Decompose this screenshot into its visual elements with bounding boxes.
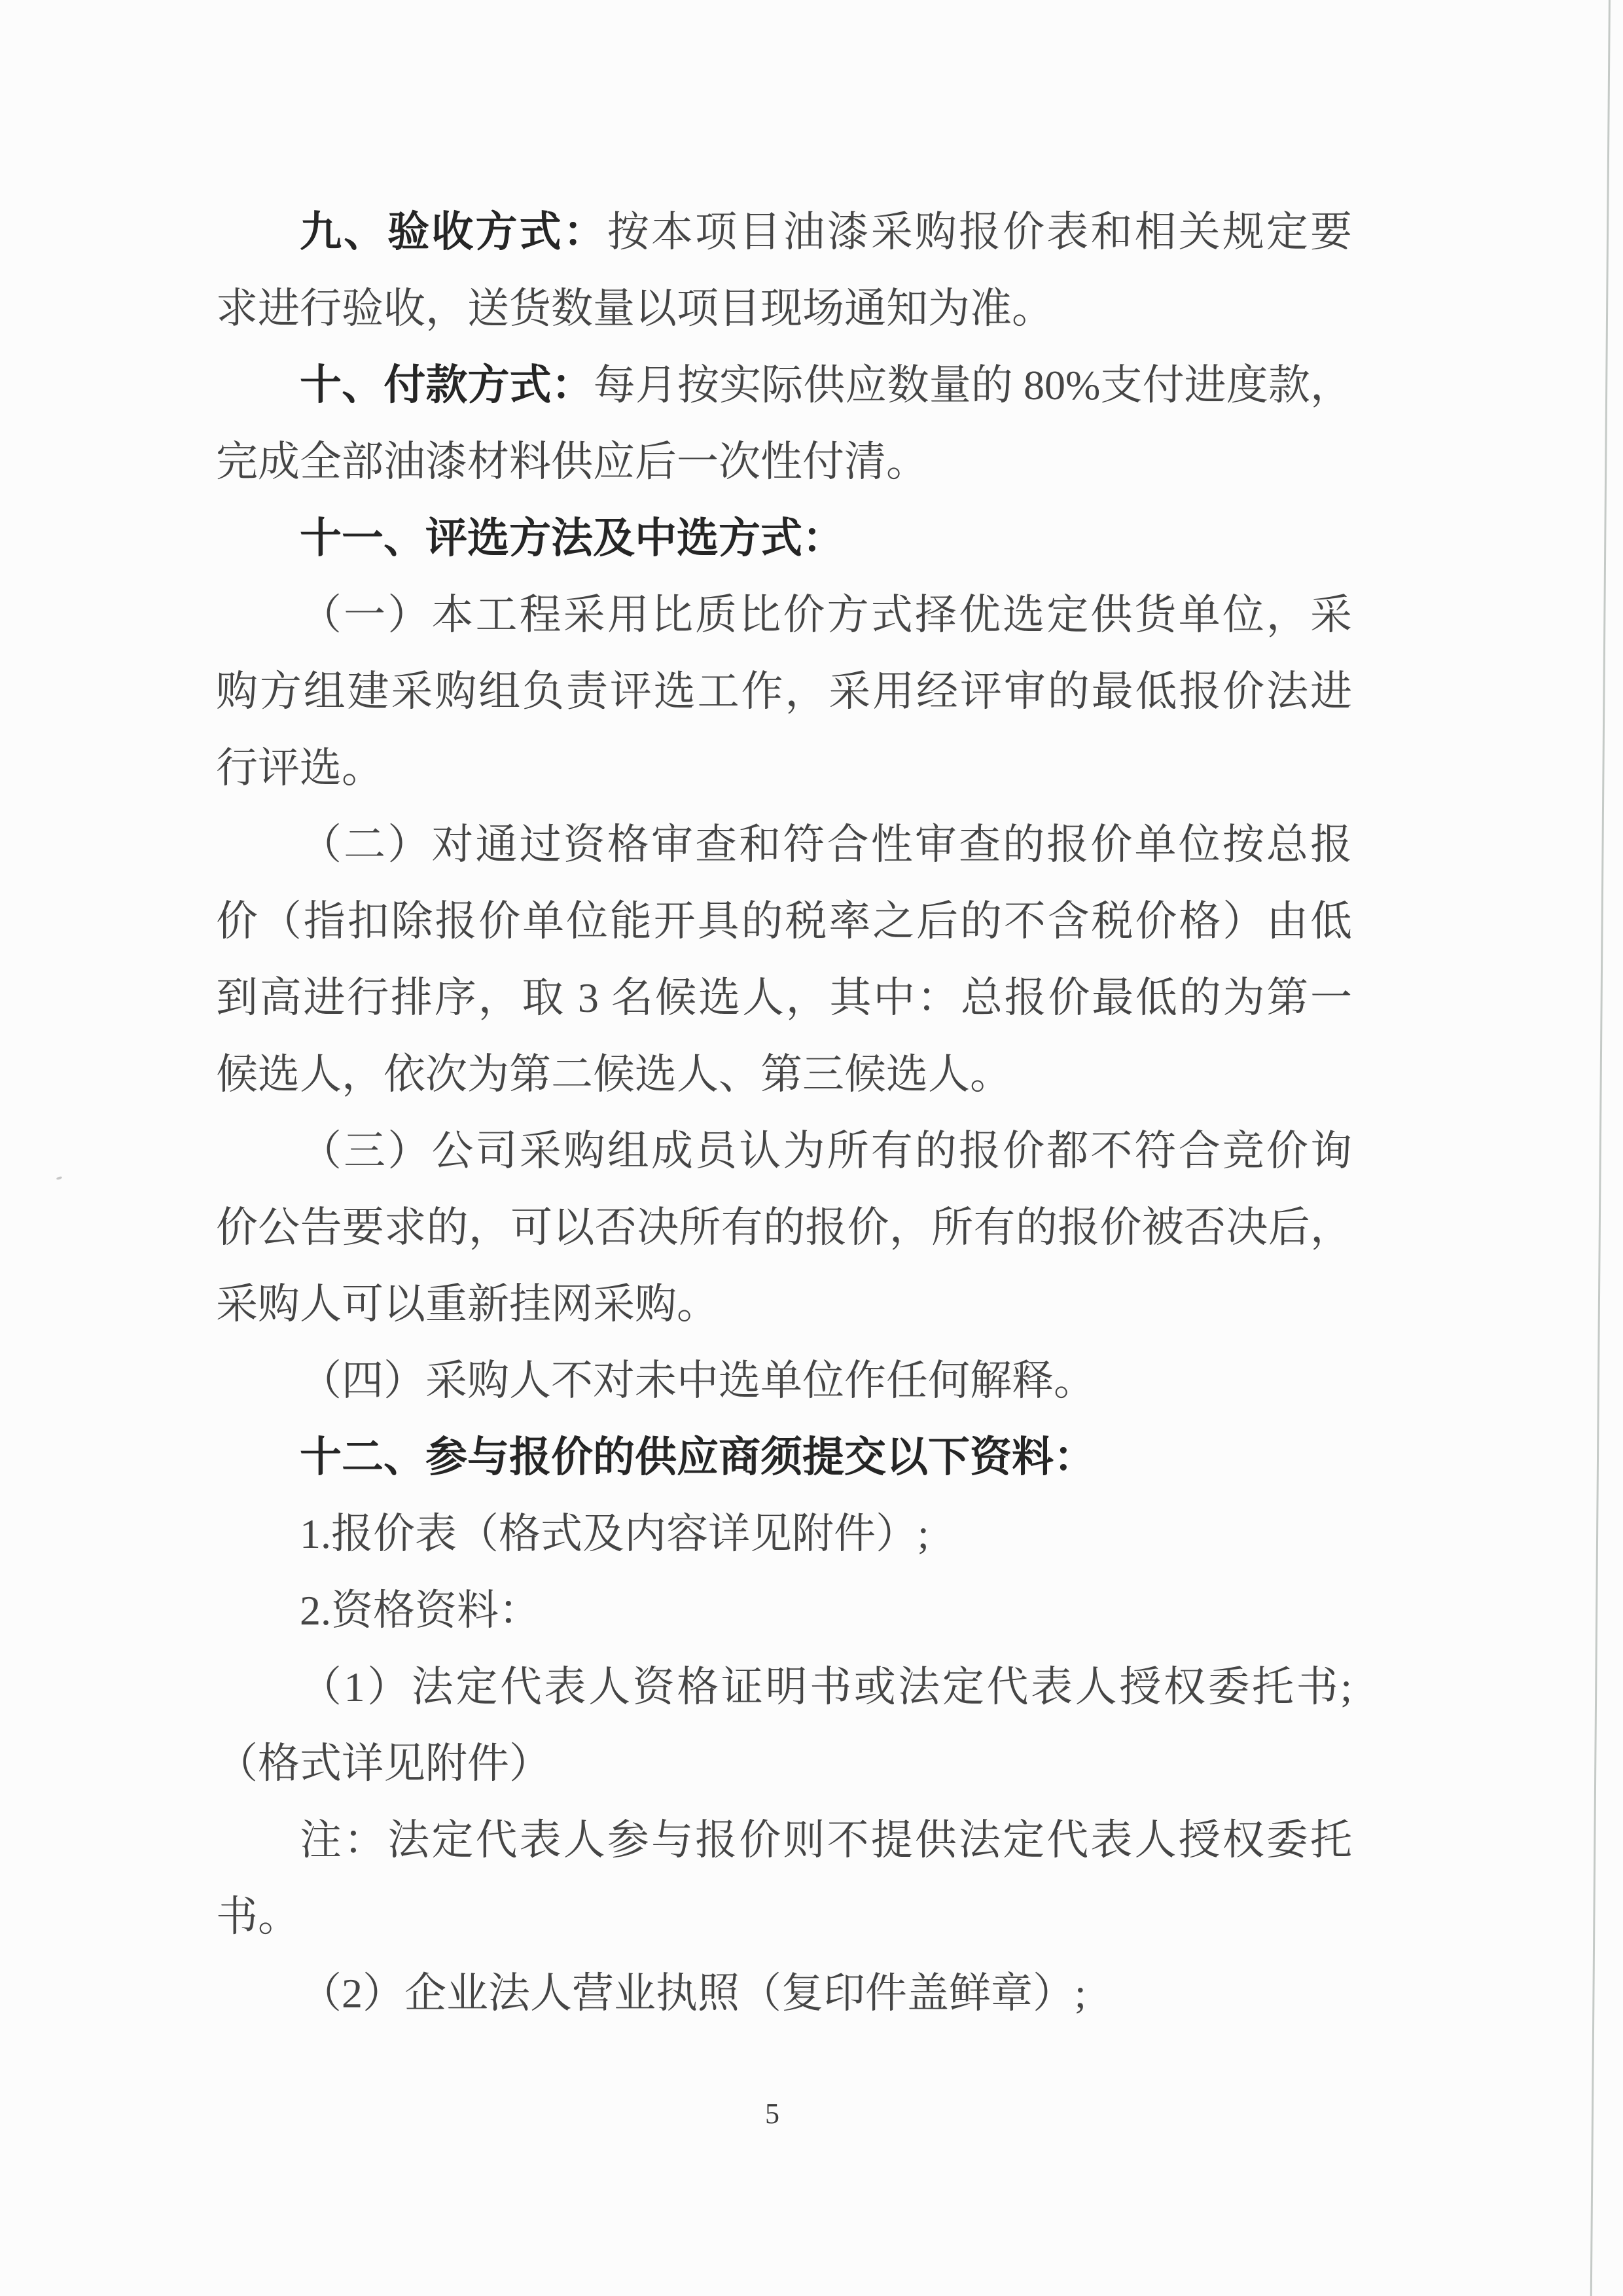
text-line — [216, 194, 1352, 270]
text-line — [216, 1036, 1352, 1113]
text-line — [216, 1802, 1352, 1878]
text-line — [216, 1342, 1352, 1419]
text-line — [216, 653, 1352, 730]
page-number: 5 — [765, 2098, 779, 2130]
text-line — [216, 270, 1352, 347]
text-line — [216, 960, 1352, 1036]
text-line — [216, 806, 1352, 883]
text-segment-bold: 十二、参与报价的供应商须提交以下资料： — [300, 1434, 1096, 1480]
text-segment: 采购人可以重新挂网采购。 — [216, 1281, 719, 1327]
text-segment: （1）法定代表人资格证明书或法定代表人授权委托书; — [300, 1664, 1352, 1710]
text-line — [216, 730, 1352, 806]
text-line — [216, 423, 1352, 500]
text-segment: 每月按实际供应数量的 80%支付进度款， — [593, 362, 1353, 408]
text-segment: 候选人，依次为第二候选人、第三候选人。 — [216, 1051, 1012, 1098]
text-segment: 按本项目油漆采购报价表和相关规定要 — [607, 209, 1353, 255]
text-line — [216, 1189, 1352, 1266]
text-segment-bold: 十、付款方式： — [300, 362, 594, 408]
text-line — [216, 577, 1352, 653]
text-line — [216, 1496, 1352, 1572]
text-segment: （三）公司采购组成员认为所有的报价都不符合竞价询 — [300, 1128, 1352, 1174]
text-segment: 购方组建采购组负责评选工作，采用经评审的最低报价法进 — [216, 668, 1352, 715]
text-segment: （一）本工程采用比质比价方式择优选定供货单位，采 — [300, 592, 1352, 638]
text-segment: 2.资格资料： — [300, 1587, 541, 1634]
scan-artifact-line — [1590, 0, 1611, 2296]
text-line — [216, 1419, 1352, 1496]
text-line — [216, 1572, 1352, 1649]
text-segment: 注：法定代表人参与报价则不提供法定代表人授权委托 — [300, 1817, 1352, 1863]
text-line — [216, 1266, 1352, 1342]
text-line — [216, 347, 1352, 423]
text-line — [216, 883, 1352, 960]
document-body — [216, 194, 1352, 2032]
text-segment-bold: 十一、评选方法及中选方式： — [300, 515, 844, 562]
text-segment: 求进行验收，送货数量以项目现场通知为准。 — [216, 285, 1054, 332]
text-segment: 书。 — [216, 1893, 300, 1940]
text-segment: 价（指扣除报价单位能开具的税率之后的不含税价格）由低 — [216, 898, 1352, 944]
text-segment: （二）对通过资格审查和符合性审查的报价单位按总报 — [300, 821, 1352, 868]
text-line — [216, 1113, 1352, 1189]
scan-artifact-speck — [56, 1176, 63, 1181]
text-segment: （四）采购人不对未中选单位作任何解释。 — [300, 1357, 1096, 1404]
text-line — [216, 1955, 1352, 2032]
text-segment: 价公告要求的，可以否决所有的报价，所有的报价被否决后， — [216, 1204, 1352, 1251]
text-line — [216, 1649, 1352, 1725]
text-line — [216, 500, 1352, 577]
text-segment: 完成全部油漆材料供应后一次性付清。 — [216, 439, 928, 485]
text-segment: 行评选。 — [216, 745, 383, 791]
text-segment: 1.报价表（格式及内容详见附件）; — [300, 1511, 929, 1557]
text-line — [216, 1725, 1352, 1802]
text-segment: 到高进行排序，取 3 名候选人，其中：总报价最低的为第一 — [216, 975, 1352, 1021]
text-segment-bold: 九、验收方式： — [300, 209, 607, 255]
text-line — [216, 1878, 1352, 1955]
text-segment: （2）企业法人营业执照（复印件盖鲜章）; — [300, 1970, 1086, 2017]
text-segment: （格式详见附件） — [216, 1740, 551, 1787]
